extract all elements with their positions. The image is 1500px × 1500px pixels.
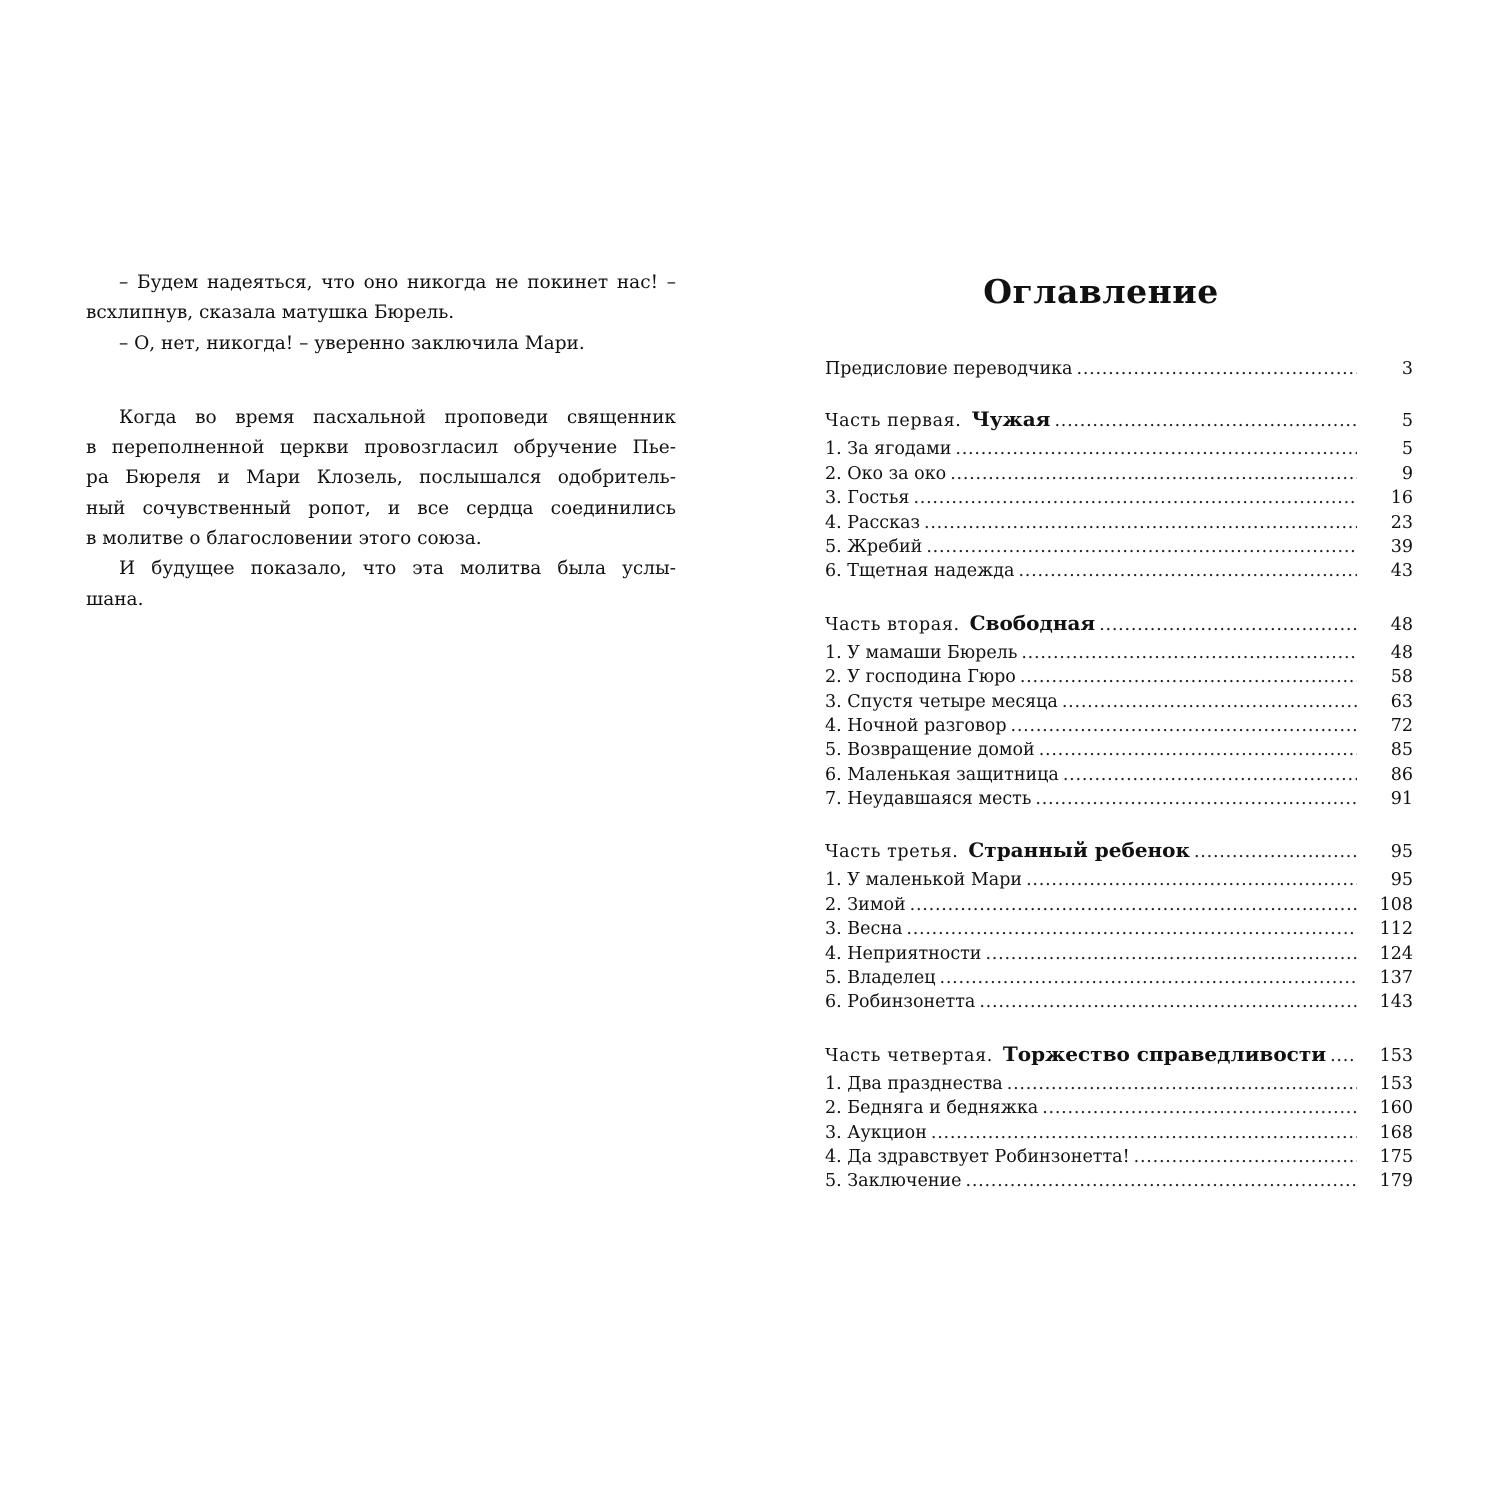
dot-leader [1026, 868, 1357, 892]
dot-leader [940, 966, 1357, 990]
dot-leader [1062, 690, 1357, 714]
toc-page-number: 175 [1379, 1146, 1413, 1167]
toc-entry-title: 6. Тщетная надежда [825, 561, 1015, 582]
toc-entry-title: 2. Зимой [825, 894, 906, 915]
toc-entry-title: 5. Жребий [825, 536, 923, 557]
dot-leader [1054, 409, 1357, 433]
toc-page-number: 137 [1379, 968, 1413, 989]
toc-part-name: Чужая [971, 407, 1051, 432]
toc-entry-title: 5. Возвращение домой [825, 740, 1035, 761]
toc-part-name: Странный ребенок [968, 838, 1190, 863]
toc-entry-title: 4. Ночной разговор [825, 715, 1007, 736]
toc-entry-title: 7. Неудавшаяся месть [825, 789, 1032, 810]
dot-leader [1330, 1044, 1357, 1068]
dot-leader [1042, 1096, 1357, 1120]
dot-leader [931, 1121, 1357, 1145]
toc-chapter-entry[interactable] [825, 990, 1413, 1014]
toc-part-label: Часть вторая. [825, 614, 960, 635]
toc-page-number: 108 [1379, 894, 1413, 915]
toc-part-heading[interactable] [825, 838, 1413, 865]
toc-entry-title: 3. Весна [825, 919, 903, 940]
toc-chapter-entry[interactable] [825, 787, 1413, 811]
toc-chapter-entry[interactable] [825, 1096, 1413, 1120]
dot-leader [926, 535, 1357, 559]
dot-leader [1099, 613, 1357, 637]
toc-page-number: 160 [1379, 1098, 1413, 1119]
toc-page-number: 91 [1390, 789, 1413, 810]
text-line: И будущее показало, что эта молитва была услы- [119, 558, 676, 580]
toc-chapter-entry[interactable] [825, 714, 1413, 738]
toc-page-number: 9 [1401, 463, 1413, 484]
dot-leader [985, 942, 1357, 966]
toc-page-number: 124 [1379, 943, 1413, 964]
toc-part-heading[interactable] [825, 611, 1413, 638]
toc-entry-title: 1. Два празднества [825, 1073, 1003, 1094]
toc-part-label: Часть первая. [825, 411, 962, 432]
toc-title: Оглавление [983, 272, 1219, 311]
dot-leader [924, 511, 1357, 535]
toc-entry-title: 4. Да здравствует Робинзонетта! [825, 1146, 1130, 1167]
toc-chapter-entry[interactable] [825, 437, 1413, 461]
dot-leader [1039, 738, 1357, 762]
dot-leader [1194, 840, 1357, 864]
dot-leader [955, 437, 1357, 461]
toc-page-number: 95 [1390, 870, 1413, 891]
toc-entry-title: 3. Спустя четыре месяца [825, 691, 1058, 712]
toc-entry-title: 3. Гостья [825, 488, 910, 509]
toc-page-number: 95 [1390, 842, 1413, 863]
toc-list [825, 357, 1413, 1194]
toc-chapter-entry[interactable] [825, 893, 1413, 917]
dot-leader [906, 917, 1357, 941]
toc-chapter-entry[interactable] [825, 868, 1413, 892]
toc-page-number: 5 [1401, 411, 1413, 432]
dot-leader [1021, 641, 1357, 665]
toc-chapter-entry[interactable] [825, 738, 1413, 762]
toc-chapter-entry[interactable] [825, 966, 1413, 990]
toc-entry-title: 1. За ягодами [825, 439, 952, 460]
toc-page-number: 23 [1390, 512, 1413, 533]
toc-chapter-entry[interactable] [825, 917, 1413, 941]
toc-chapter-entry[interactable] [825, 462, 1413, 486]
toc-page-number: 112 [1379, 919, 1413, 940]
toc-chapter-entry[interactable] [825, 1169, 1413, 1193]
toc-chapter-entry[interactable] [825, 942, 1413, 966]
toc-entry-title: 2. Око за око [825, 463, 947, 484]
dot-leader [1035, 787, 1357, 811]
toc-entry-title: 5. Владелец [825, 968, 936, 989]
paragraph-gap [86, 359, 676, 403]
toc-entry-title: 6. Маленькая защитница [825, 764, 1059, 785]
text-line: в молитве о благословении этого союза. [86, 528, 482, 550]
toc-page-number: 168 [1379, 1122, 1413, 1143]
toc-entry-title: Предисловие переводчика [825, 359, 1073, 379]
toc-entry-title: 5. Заключение [825, 1171, 962, 1192]
toc-entry-title: 2. Бедняга и бедняжка [825, 1098, 1039, 1119]
toc-entry-title: 4. Рассказ [825, 512, 920, 533]
toc-chapter-entry[interactable] [825, 1072, 1413, 1096]
table-of-contents [825, 272, 1413, 1192]
toc-page-number: 48 [1390, 642, 1413, 663]
dot-leader [1020, 665, 1357, 689]
toc-page-number: 39 [1390, 536, 1413, 557]
toc-part-label: Часть четвертая. [825, 1045, 993, 1066]
toc-chapter-entry[interactable] [825, 1121, 1413, 1145]
dot-leader [1077, 357, 1358, 381]
toc-chapter-entry[interactable] [825, 763, 1413, 787]
toc-part-heading[interactable] [825, 1042, 1413, 1069]
toc-page-number: 143 [1379, 992, 1413, 1013]
toc-page-number: 153 [1379, 1073, 1413, 1094]
toc-chapter-entry[interactable] [825, 486, 1413, 510]
toc-chapter-entry[interactable] [825, 1145, 1413, 1169]
toc-chapter-entry[interactable] [825, 559, 1413, 583]
toc-preface-entry[interactable] [825, 357, 1413, 381]
dot-leader [1007, 1072, 1357, 1096]
toc-entry-title: 3. Аукцион [825, 1122, 927, 1143]
toc-chapter-entry[interactable] [825, 641, 1413, 665]
toc-page-number: 86 [1390, 764, 1413, 785]
toc-entry-title: 1. У маленькой Мари [825, 870, 1023, 891]
toc-page-number: 63 [1390, 691, 1413, 712]
text-line: Когда во время пасхальной проповеди священник [119, 406, 676, 428]
dot-leader [979, 990, 1357, 1014]
toc-page-number: 43 [1390, 561, 1413, 582]
dot-leader [910, 893, 1357, 917]
toc-page-number: 58 [1390, 667, 1413, 688]
toc-page-number: 3 [1401, 359, 1413, 379]
text-line: – Будем надеяться, что оно никогда не покинет нас! – [119, 272, 676, 293]
text-line: всхлипнув, сказала матушка Бюрель. [86, 302, 455, 324]
toc-page-number: 5 [1401, 439, 1413, 460]
toc-page-number: 72 [1390, 715, 1413, 736]
text-line: – О, нет, никогда! – уверенно заключила Мари. [119, 332, 585, 354]
toc-chapter-entry[interactable] [825, 535, 1413, 559]
dot-leader [950, 462, 1357, 486]
toc-chapter-entry[interactable] [825, 690, 1413, 714]
toc-chapter-entry[interactable] [825, 665, 1413, 689]
text-line: ный сочувственный ропот, и все сердца соединились [86, 497, 676, 519]
toc-entry-title: 4. Неприятности [825, 943, 982, 964]
toc-page-number: 48 [1390, 614, 1413, 635]
toc-part-heading[interactable] [825, 407, 1413, 434]
toc-entry-title: 1. У мамаши Бюрель [825, 642, 1018, 663]
toc-entry-title: 6. Робинзонетта [825, 992, 976, 1013]
dot-leader [913, 486, 1357, 510]
toc-part-label: Часть третья. [825, 842, 959, 863]
text-line: в переполненной церкви провозгласил обручение Пье- [86, 437, 676, 459]
toc-entry-title: 2. У господина Гюро [825, 667, 1016, 688]
dot-leader [1011, 714, 1357, 738]
text-line: ра Бюреля и Мари Клозель, послышался одобритель- [86, 467, 676, 489]
toc-chapter-entry[interactable] [825, 511, 1413, 535]
left-page-text [86, 268, 676, 615]
dot-leader [1018, 559, 1357, 583]
toc-part-name: Свободная [969, 610, 1096, 635]
toc-part-name: Торжество справедливости [1002, 1041, 1327, 1066]
toc-page-number: 85 [1390, 740, 1413, 761]
toc-page-number: 179 [1379, 1171, 1413, 1192]
toc-page-number: 153 [1379, 1045, 1413, 1066]
dot-leader [1063, 763, 1357, 787]
dot-leader [966, 1169, 1358, 1193]
toc-page-number: 16 [1390, 488, 1413, 509]
text-line: шана. [86, 588, 144, 610]
dot-leader [1134, 1145, 1357, 1169]
